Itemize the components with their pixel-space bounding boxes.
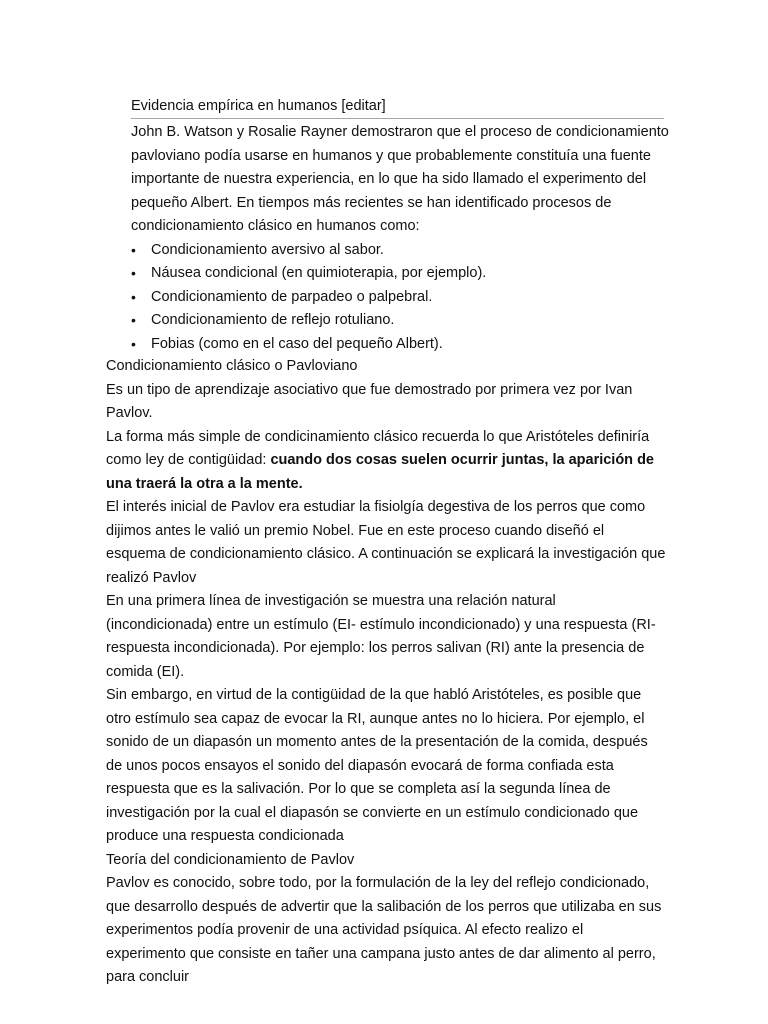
- list-item: • Condicionamiento de parpadeo o palpebral.: [131, 286, 671, 310]
- paragraph-1: Es un tipo de aprendizaje asociativo que fue demostrado por primera vez por Ivan Pavlov.: [106, 381, 633, 421]
- intro-list: [131, 239, 671, 357]
- heading-teoria-pavlov: Teoría del condicionamiento de Pavlov: [106, 851, 355, 868]
- section-title: Evidencia empírica en humanos [editar]: [131, 95, 664, 119]
- paragraph-5: Sin embargo, en virtud de la contigüidad de la que habló Aristóteles, es posible que otro estímulo sea capaz de evocar la RI, aunque antes no lo hiciera. Por ejemplo, el sonido de un diapasón un momento antes de la presentación de la comida, después de unos pocos ensayos el sonido del diapasón evocará de forma confiada esta respuesta que es la salivación. Por lo que se completa así la segunda línea de investigación por la cual el diapasón se convierte en un estímulo condicionado que produce una respuesta condicionada: [106, 687, 648, 844]
- heading-condicionamiento-clasico: Condicionamiento clásico o Pavloviano: [106, 358, 358, 374]
- article-body: [106, 355, 666, 990]
- list-item: • Condicionamiento de reflejo rotuliano.: [131, 309, 671, 333]
- list-item: • Náusea condicional (en quimioterapia, por ejemplo).: [131, 262, 671, 286]
- paragraph-2: [106, 426, 666, 497]
- paragraph-6: Pavlov es conocido, sobre todo, por la formulación de la ley del reflejo condicionado, que desarrollo después de advertir que la salibación de los perros que utilizaba en sus experimentos podía provenir de una actividad psíquica. Al efecto realizo el experimento que consiste en tañer una campana justo antes de dar alimento al perro, para concluir: [106, 875, 662, 985]
- paragraph-2-text: La forma más simple de condicinamiento clásico recuerda lo que Aristóteles definiría como ley de contigüidad:: [106, 428, 650, 468]
- paragraph-2-bold: cuando dos cosas suelen ocurrir juntas, la aparición de una traerá la otra a la mente.: [106, 452, 654, 492]
- intro-block: [131, 121, 671, 356]
- intro-paragraph: John B. Watson y Rosalie Rayner demostraron que el proceso de condicionamiento pavloviano podía usarse en humanos y que probablemente constituía una fuente importante de nuestra experiencia, en lo que ha sido llamado el experimento del pequeño Albert. En tiempos más recientes se han identificado procesos de condicionamiento clásico en humanos como:: [131, 124, 669, 234]
- list-item: • Fobias (como en el caso del pequeño Albert).: [131, 333, 671, 357]
- list-item: • Condicionamiento aversivo al sabor.: [131, 239, 671, 263]
- paragraph-3: El interés inicial de Pavlov era estudiar la fisiolgía degestiva de los perros que como dijimos antes le valió un premio Nobel. Fue en este proceso cuando diseñó el esquema de condicionamiento clásico. A continuación se explicará la investigación que realizó Pavlov: [106, 499, 666, 586]
- paragraph-4: En una primera línea de investigación se muestra una relación natural (incondicionada) entre un estímulo (EI- estímulo incondicionado) y una respuesta (RI- respuesta incondicionada). Por ejemplo: los perros salivan (RI) ante la presencia de comida (EI).: [106, 593, 656, 680]
